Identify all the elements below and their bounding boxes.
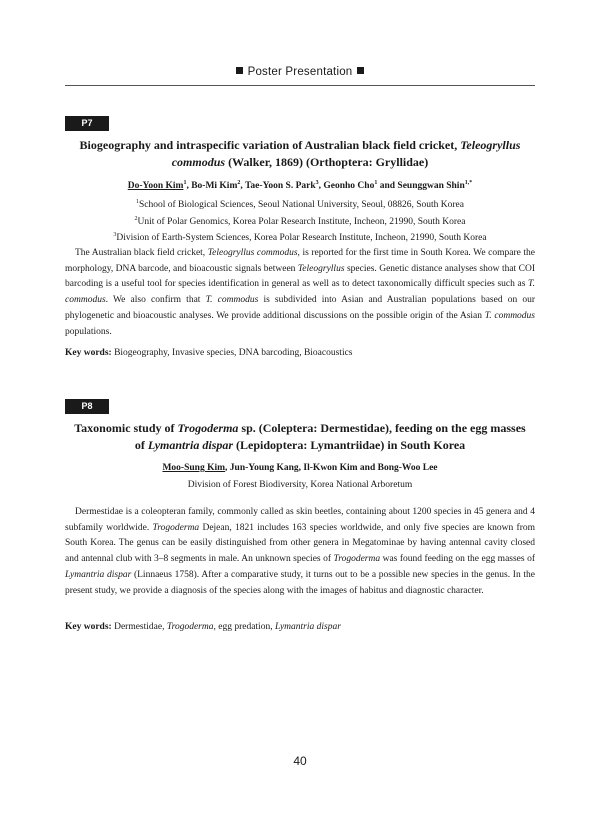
page-number: 40 (293, 754, 307, 768)
poster-affiliation-p8: Division of Forest Biodiversity, Korea National Arboretum (187, 480, 413, 490)
poster-keywords-p7: Key words: Biogeography, Invasive species, DNA barcoding, Bioacoustics (65, 348, 353, 358)
poster-authors-p8: Moo-Sung Kim, Jun-Young Kang, Il-Kwon Kim and Bong-Woo Lee (162, 463, 438, 473)
section-header (65, 66, 535, 78)
poster-title-p7: Biogeography and intraspecific variation of Australian black field cricket, Teleogryllus commodus (Walker, 1869) (Orthoptera: Gryllidae) (79, 138, 521, 169)
poster-title-p8: Taxonomic study of Trogoderma sp. (Coleptera: Dermestidae), feeding on the egg masses of Lymantria dispar (Lepidoptera: Lymantriidae) in South Korea (74, 421, 526, 452)
poster-abstract-p7: The Australian black field cricket, Teleogryllus commodus, is reported for the first time in South Korea. We compare the morphology, DNA barcode, and bioacoustic signals between Teleogryllus species. Genetic distance analyses show that COI barcoding is a useful tool for species identification in general as well as to detect taxonomically difficult species such as T. commodus. We also confirm that T. commodus is subdivided into Asian and Australian populations based on our phylogenetic and bioacoustic analyses. We provide additional discussions on the possible origin of the Asian T. commodus populations. (65, 248, 536, 337)
poster-keywords-p8: Key words: Dermestidae, Trogoderma, egg predation, Lymantria dispar (65, 622, 341, 632)
affiliation-line: $^3$Division of Earth-System Sciences, Korea Polar Research Institute, Incheon, 21990, South Korea (113, 232, 487, 244)
poster-abstract-p8: Dermestidae is a coleopteran family, commonly called as skin beetles, containing about 1200 species in 45 genera and 4 subfamily worldwide. Trogoderma Dejean, 1821 includes 163 species worldwide, and only five species are known from South Korea. The genus can be easily distinguished from other genera in Megatominae by having antennal cavity closed and antennal club with 3–8 segments in male. An unknown species of Trogoderma was found feeding on the egg masses of Lymantria dispar (Linnaeus 1758). After a comparative study, it turns out to be a possible new species in the genus. In the present study, we provide a diagnosis of the species along with the images of habitus and diagnostic character. (65, 507, 535, 596)
section-header-text: Poster Presentation (247, 66, 353, 78)
poster-authors-p7: Do-Yoon Kim$^1$, Bo-Mi Kim$^2$, Tae-Yoon S. Park$^3$, Geonho Cho$^1$ and Seunggwan Shin$^{1,*}$ (127, 180, 473, 192)
poster-label-p7: P7 (65, 116, 109, 131)
poster-label-p8: P8 (65, 399, 109, 414)
affiliation-line: $^1$School of Biological Sciences, Seoul National University, Seoul, 08826, South Korea (136, 199, 464, 211)
poster-affiliations-p7 (65, 196, 535, 246)
header-rule (65, 85, 535, 86)
square-bullet-icon (236, 67, 243, 74)
square-bullet-icon (357, 67, 364, 74)
affiliation-line: $^2$Unit of Polar Genomics, Korea Polar Research Institute, Incheon, 21990, South Korea (134, 215, 466, 227)
